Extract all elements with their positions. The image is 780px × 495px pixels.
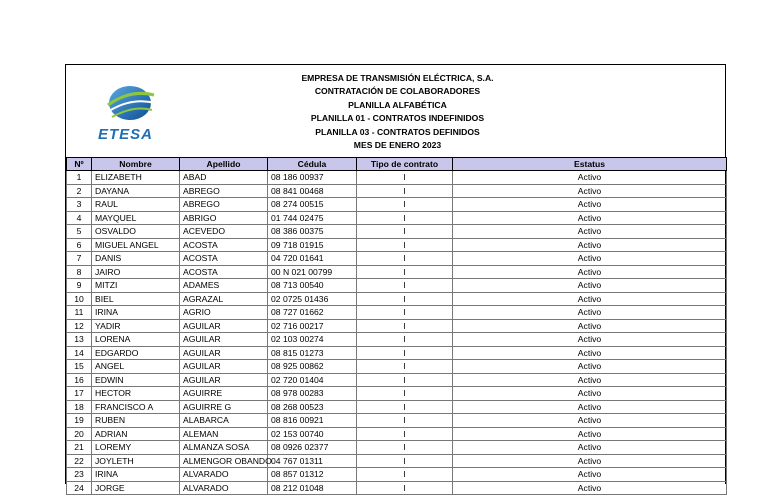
row-number: 22 — [67, 454, 92, 468]
id-cell: 08 857 01312 — [268, 468, 357, 482]
document-subtitle: PLANILLA ALFABÉTICA — [348, 99, 447, 110]
last-name-cell: AGUILAR — [180, 333, 268, 347]
table-row — [67, 441, 727, 455]
status-cell: Activo — [453, 184, 727, 198]
last-name-cell: ALABARCA — [180, 414, 268, 428]
document-subtitle: CONTRATACIÓN DE COLABORADORES — [314, 86, 481, 97]
status-cell: Activo — [453, 252, 727, 266]
last-name-cell: ALVARADO — [180, 468, 268, 482]
row-number: 2 — [67, 184, 92, 198]
contract-type-cell: I — [357, 373, 453, 387]
contract-type-cell: I — [357, 481, 453, 495]
last-name-cell: AGRAZAL — [180, 292, 268, 306]
column-header-status: Estatus — [453, 158, 727, 171]
first-name-cell: FRANCISCO A — [92, 400, 180, 414]
first-name-cell: OSVALDO — [92, 225, 180, 239]
first-name-cell: EDGARDO — [92, 346, 180, 360]
row-number: 17 — [67, 387, 92, 401]
row-number: 20 — [67, 427, 92, 441]
id-cell: 00 N 021 00799 — [268, 265, 357, 279]
id-cell: 08 841 00468 — [268, 184, 357, 198]
last-name-cell: AGUILAR — [180, 360, 268, 374]
first-name-cell: JORGE — [92, 481, 180, 495]
document-header — [66, 65, 725, 157]
contract-type-cell: I — [357, 238, 453, 252]
first-name-cell: ADRIAN — [92, 427, 180, 441]
column-header-first-name: Nombre — [92, 158, 180, 171]
table-row — [67, 279, 727, 293]
last-name-cell: AGUILAR — [180, 346, 268, 360]
row-number: 14 — [67, 346, 92, 360]
table-row — [67, 360, 727, 374]
contract-type-cell: I — [357, 225, 453, 239]
last-name-cell: AGUIRRE G — [180, 400, 268, 414]
id-cell: 08 386 00375 — [268, 225, 357, 239]
table-row — [67, 346, 727, 360]
table-header-row — [67, 158, 727, 171]
table-row — [67, 198, 727, 212]
table-row — [67, 252, 727, 266]
id-cell: 04 720 01641 — [268, 252, 357, 266]
row-number: 19 — [67, 414, 92, 428]
status-cell: Activo — [453, 360, 727, 374]
contract-type-cell: I — [357, 346, 453, 360]
first-name-cell: IRINA — [92, 306, 180, 320]
first-name-cell: ANGEL — [92, 360, 180, 374]
status-cell: Activo — [453, 454, 727, 468]
column-header-id: Cédula — [268, 158, 357, 171]
status-cell: Activo — [453, 346, 727, 360]
last-name-cell: ACOSTA — [180, 265, 268, 279]
id-cell: 04 767 01311 — [268, 454, 357, 468]
id-cell: 02 0725 01436 — [268, 292, 357, 306]
id-cell: 08 274 00515 — [268, 198, 357, 212]
last-name-cell: ALVARADO — [180, 481, 268, 495]
table-row — [67, 387, 727, 401]
id-cell: 08 268 00523 — [268, 400, 357, 414]
status-cell: Activo — [453, 387, 727, 401]
last-name-cell: AGUILAR — [180, 373, 268, 387]
contract-type-cell: I — [357, 414, 453, 428]
last-name-cell: ALMENGOR OBANDO — [180, 454, 268, 468]
row-number: 3 — [67, 198, 92, 212]
document-subtitle: PLANILLA 01 - CONTRATOS INDEFINIDOS — [310, 113, 485, 124]
contract-type-cell: I — [357, 252, 453, 266]
contract-type-cell: I — [357, 171, 453, 185]
table-row — [67, 265, 727, 279]
id-cell: 02 716 00217 — [268, 319, 357, 333]
document-period: MES DE ENERO 2023 — [353, 140, 442, 151]
status-cell: Activo — [453, 171, 727, 185]
id-cell: 02 153 00740 — [268, 427, 357, 441]
status-cell: Activo — [453, 333, 727, 347]
contract-type-cell: I — [357, 279, 453, 293]
contract-type-cell: I — [357, 265, 453, 279]
id-cell: 01 744 02475 — [268, 211, 357, 225]
row-number: 5 — [67, 225, 92, 239]
row-number: 18 — [67, 400, 92, 414]
last-name-cell: ALEMAN — [180, 427, 268, 441]
last-name-cell: AGUIRRE — [180, 387, 268, 401]
status-cell: Activo — [453, 306, 727, 320]
status-cell: Activo — [453, 441, 727, 455]
row-number: 13 — [67, 333, 92, 347]
contract-type-cell: I — [357, 319, 453, 333]
first-name-cell: ELIZABETH — [92, 171, 180, 185]
status-cell: Activo — [453, 481, 727, 495]
first-name-cell: MITZI — [92, 279, 180, 293]
table-row — [67, 306, 727, 320]
contract-type-cell: I — [357, 441, 453, 455]
status-cell: Activo — [453, 373, 727, 387]
company-name: EMPRESA DE TRANSMISIÓN ELÉCTRICA, S.A. — [301, 73, 494, 83]
contract-type-cell: I — [357, 306, 453, 320]
id-cell: 08 212 01048 — [268, 481, 357, 495]
contract-type-cell: I — [357, 360, 453, 374]
first-name-cell: JOYLETH — [92, 454, 180, 468]
table-row — [67, 319, 727, 333]
row-number: 1 — [67, 171, 92, 185]
first-name-cell: RAUL — [92, 198, 180, 212]
id-cell: 08 978 00283 — [268, 387, 357, 401]
status-cell: Activo — [453, 319, 727, 333]
first-name-cell: BIEL — [92, 292, 180, 306]
contract-type-cell: I — [357, 333, 453, 347]
first-name-cell: DANIS — [92, 252, 180, 266]
status-cell: Activo — [453, 238, 727, 252]
row-number: 10 — [67, 292, 92, 306]
first-name-cell: HECTOR — [92, 387, 180, 401]
first-name-cell: MAYQUEL — [92, 211, 180, 225]
table-row — [67, 373, 727, 387]
table-row — [67, 184, 727, 198]
first-name-cell: LORENA — [92, 333, 180, 347]
first-name-cell: YADIR — [92, 319, 180, 333]
last-name-cell: ACOSTA — [180, 238, 268, 252]
contract-type-cell: I — [357, 292, 453, 306]
status-cell: Activo — [453, 427, 727, 441]
last-name-cell: ABRIGO — [180, 211, 268, 225]
last-name-cell: AGUILAR — [180, 319, 268, 333]
last-name-cell: ALMANZA SOSA — [180, 441, 268, 455]
row-number: 24 — [67, 481, 92, 495]
id-cell: 08 0926 02377 — [268, 441, 357, 455]
status-cell: Activo — [453, 468, 727, 482]
last-name-cell: ABAD — [180, 171, 268, 185]
row-number: 12 — [67, 319, 92, 333]
row-number: 7 — [67, 252, 92, 266]
id-cell: 08 727 01662 — [268, 306, 357, 320]
row-number: 11 — [67, 306, 92, 320]
id-cell: 08 816 00921 — [268, 414, 357, 428]
contract-type-cell: I — [357, 387, 453, 401]
table-row — [67, 225, 727, 239]
table-row — [67, 171, 727, 185]
contract-type-cell: I — [357, 211, 453, 225]
id-cell: 02 103 00274 — [268, 333, 357, 347]
table-row — [67, 211, 727, 225]
table-row — [67, 414, 727, 428]
contract-type-cell: I — [357, 198, 453, 212]
last-name-cell: ADAMES — [180, 279, 268, 293]
employee-table — [66, 157, 727, 495]
last-name-cell: ACOSTA — [180, 252, 268, 266]
table-row — [67, 292, 727, 306]
row-number: 21 — [67, 441, 92, 455]
first-name-cell: EDWIN — [92, 373, 180, 387]
row-number: 4 — [67, 211, 92, 225]
first-name-cell: LOREMY — [92, 441, 180, 455]
table-row — [67, 481, 727, 495]
column-header-last-name: Apellido — [180, 158, 268, 171]
last-name-cell: ABREGO — [180, 198, 268, 212]
row-number: 8 — [67, 265, 92, 279]
contract-type-cell: I — [357, 454, 453, 468]
table-row — [67, 427, 727, 441]
row-number: 6 — [67, 238, 92, 252]
table-row — [67, 238, 727, 252]
contract-type-cell: I — [357, 184, 453, 198]
document-title-block — [66, 72, 725, 152]
status-cell: Activo — [453, 414, 727, 428]
column-header-contract-type: Tipo de contrato — [357, 158, 453, 171]
contract-type-cell: I — [357, 400, 453, 414]
id-cell: 08 186 00937 — [268, 171, 357, 185]
id-cell: 02 720 01404 — [268, 373, 357, 387]
id-cell: 08 713 00540 — [268, 279, 357, 293]
spreadsheet-page — [65, 64, 726, 493]
status-cell: Activo — [453, 279, 727, 293]
row-number: 9 — [67, 279, 92, 293]
contract-type-cell: I — [357, 427, 453, 441]
first-name-cell: IRINA — [92, 468, 180, 482]
table-row — [67, 468, 727, 482]
status-cell: Activo — [453, 225, 727, 239]
first-name-cell: MIGUEL ANGEL — [92, 238, 180, 252]
first-name-cell: JAIRO — [92, 265, 180, 279]
table-row — [67, 333, 727, 347]
row-number: 15 — [67, 360, 92, 374]
table-row — [67, 454, 727, 468]
id-cell: 09 718 01915 — [268, 238, 357, 252]
logo-wordmark: ETESA — [98, 126, 154, 143]
last-name-cell: ACEVEDO — [180, 225, 268, 239]
document-subtitle: PLANILLA 03 - CONTRATOS DEFINIDOS — [315, 126, 480, 137]
status-cell: Activo — [453, 211, 727, 225]
status-cell: Activo — [453, 198, 727, 212]
first-name-cell: DAYANA — [92, 184, 180, 198]
row-number: 23 — [67, 468, 92, 482]
table-row — [67, 400, 727, 414]
column-header-number: Nº — [67, 158, 92, 171]
status-cell: Activo — [453, 265, 727, 279]
row-number: 16 — [67, 373, 92, 387]
status-cell: Activo — [453, 400, 727, 414]
id-cell: 08 925 00862 — [268, 360, 357, 374]
contract-type-cell: I — [357, 468, 453, 482]
last-name-cell: ABREGO — [180, 184, 268, 198]
status-cell: Activo — [453, 292, 727, 306]
id-cell: 08 815 01273 — [268, 346, 357, 360]
last-name-cell: AGRIO — [180, 306, 268, 320]
first-name-cell: RUBEN — [92, 414, 180, 428]
